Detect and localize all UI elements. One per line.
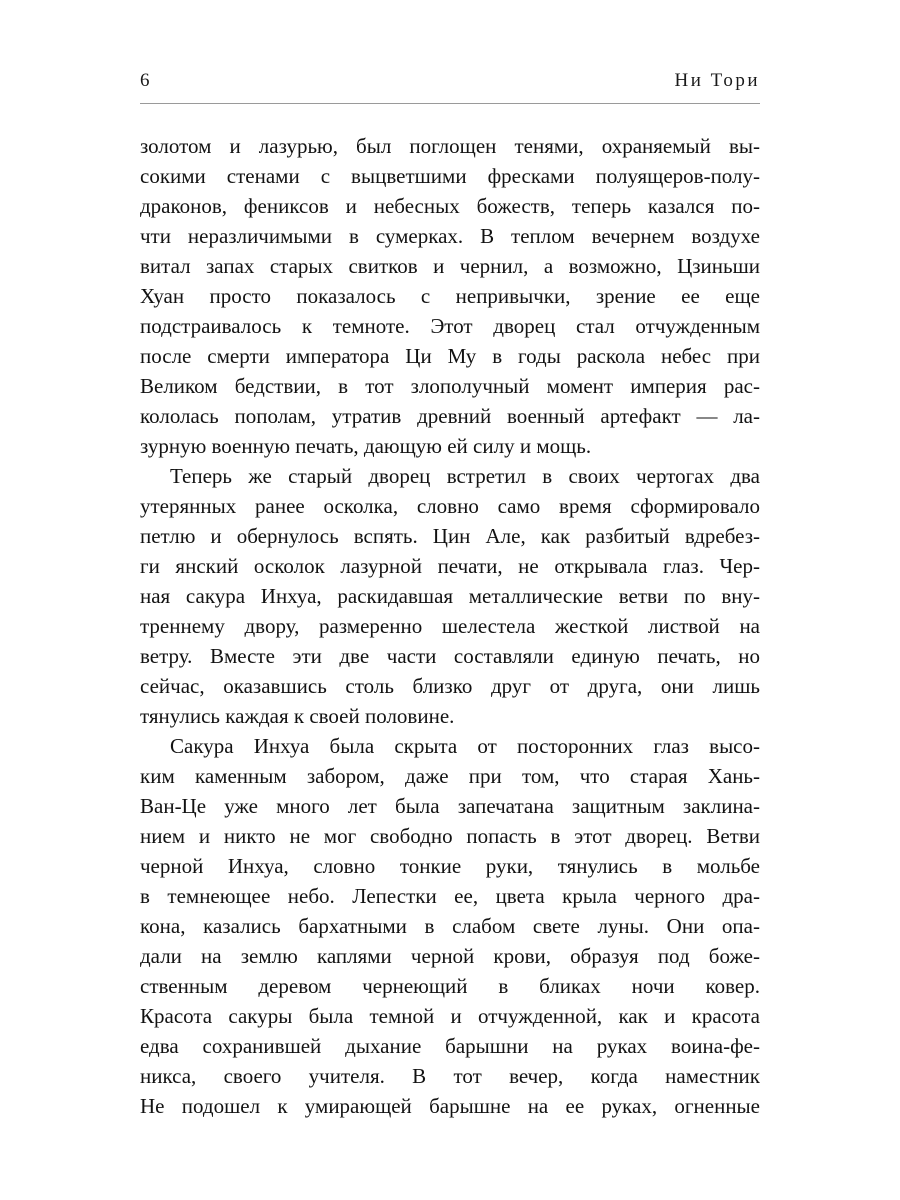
text-line: черной Инхуа, словно тонкие руки, тянулись в мольбе <box>140 854 760 878</box>
text-line: Не подошел к умирающей барышне на ее руках, огненные <box>140 1094 760 1118</box>
text-line: зурную военную печать, дающую ей силу и мощь. <box>140 434 592 458</box>
text-line: Великом бедствии, в тот злополучный момент империя рас- <box>140 374 760 398</box>
text-line: ная сакура Инхуа, раскидавшая металлические ветви по вну- <box>140 584 760 608</box>
text-line: Сакура Инхуа была скрыта от посторонних глаз высо- <box>170 734 760 758</box>
text-line: едва сохранившей дыхание барышни на руках воина-фе- <box>140 1034 760 1058</box>
text-line: сокими стенами с выцветшими фресками полуящеров-полу- <box>140 164 760 188</box>
text-line: петлю и обернулось вспять. Цин Але, как разбитый вдребез- <box>140 524 760 548</box>
text-line: подстраивалось к темноте. Этот дворец стал отчужденным <box>140 314 760 338</box>
text-line: тянулись каждая к своей половине. <box>140 704 455 728</box>
text-line: треннему двору, размеренно шелестела жесткой листвой на <box>140 614 760 638</box>
text-line: кона, казались бархатными в слабом свете луны. Они опа- <box>140 914 760 938</box>
text-line: сейчас, оказавшись столь близко друг от друга, они лишь <box>140 674 760 698</box>
text-line: в темнеющее небо. Лепестки ее, цвета крыла черного дра- <box>140 884 760 908</box>
paragraph <box>140 461 760 731</box>
text-line: Хуан просто показалось с непривычки, зрение ее еще <box>140 284 760 308</box>
text-line: ветру. Вместе эти две части составляли единую печать, но <box>140 644 760 668</box>
paragraph <box>140 731 760 1121</box>
text-line: Теперь же старый дворец встретил в своих чертогах два <box>170 464 760 488</box>
text-line: кололась пополам, утратив древний военный артефакт — ла- <box>140 404 760 428</box>
text-line: после смерти императора Ци Му в годы раскола небес при <box>140 344 760 368</box>
text-line: Ван-Це уже много лет была запечатана защитным заклина- <box>140 794 760 818</box>
text-line: ким каменным забором, даже при том, что старая Хань- <box>140 764 760 788</box>
text-line: нием и никто не мог свободно попасть в этот дворец. Ветви <box>140 824 760 848</box>
text-line: витал запах старых свитков и чернил, а возможно, Цзиньши <box>140 254 760 278</box>
running-header-author: Ни Тори <box>674 70 760 91</box>
text-line: золотом и лазурью, был поглощен тенями, охраняемый вы- <box>140 134 760 158</box>
header-rule <box>140 103 760 104</box>
paragraph <box>140 131 760 461</box>
page-header <box>140 0 760 92</box>
text-block <box>140 131 760 1121</box>
text-line: никса, своего учителя. В тот вечер, когда наместник <box>140 1064 760 1088</box>
text-line: драконов, фениксов и небесных божеств, теперь казался по- <box>140 194 760 218</box>
text-line: утерянных ранее осколка, словно само время сформировало <box>140 494 760 518</box>
text-line: Красота сакуры была темной и отчужденной, как и красота <box>140 1004 760 1028</box>
text-line: ги янский осколок лазурной печати, не открывала глаз. Чер- <box>140 554 760 578</box>
page-number: 6 <box>140 70 150 91</box>
text-line: чти неразличимыми в сумерках. В теплом вечернем воздухе <box>140 224 760 248</box>
text-line: ственным деревом чернеющий в бликах ночи ковер. <box>140 974 760 998</box>
text-line: дали на землю каплями черной крови, образуя под боже- <box>140 944 760 968</box>
